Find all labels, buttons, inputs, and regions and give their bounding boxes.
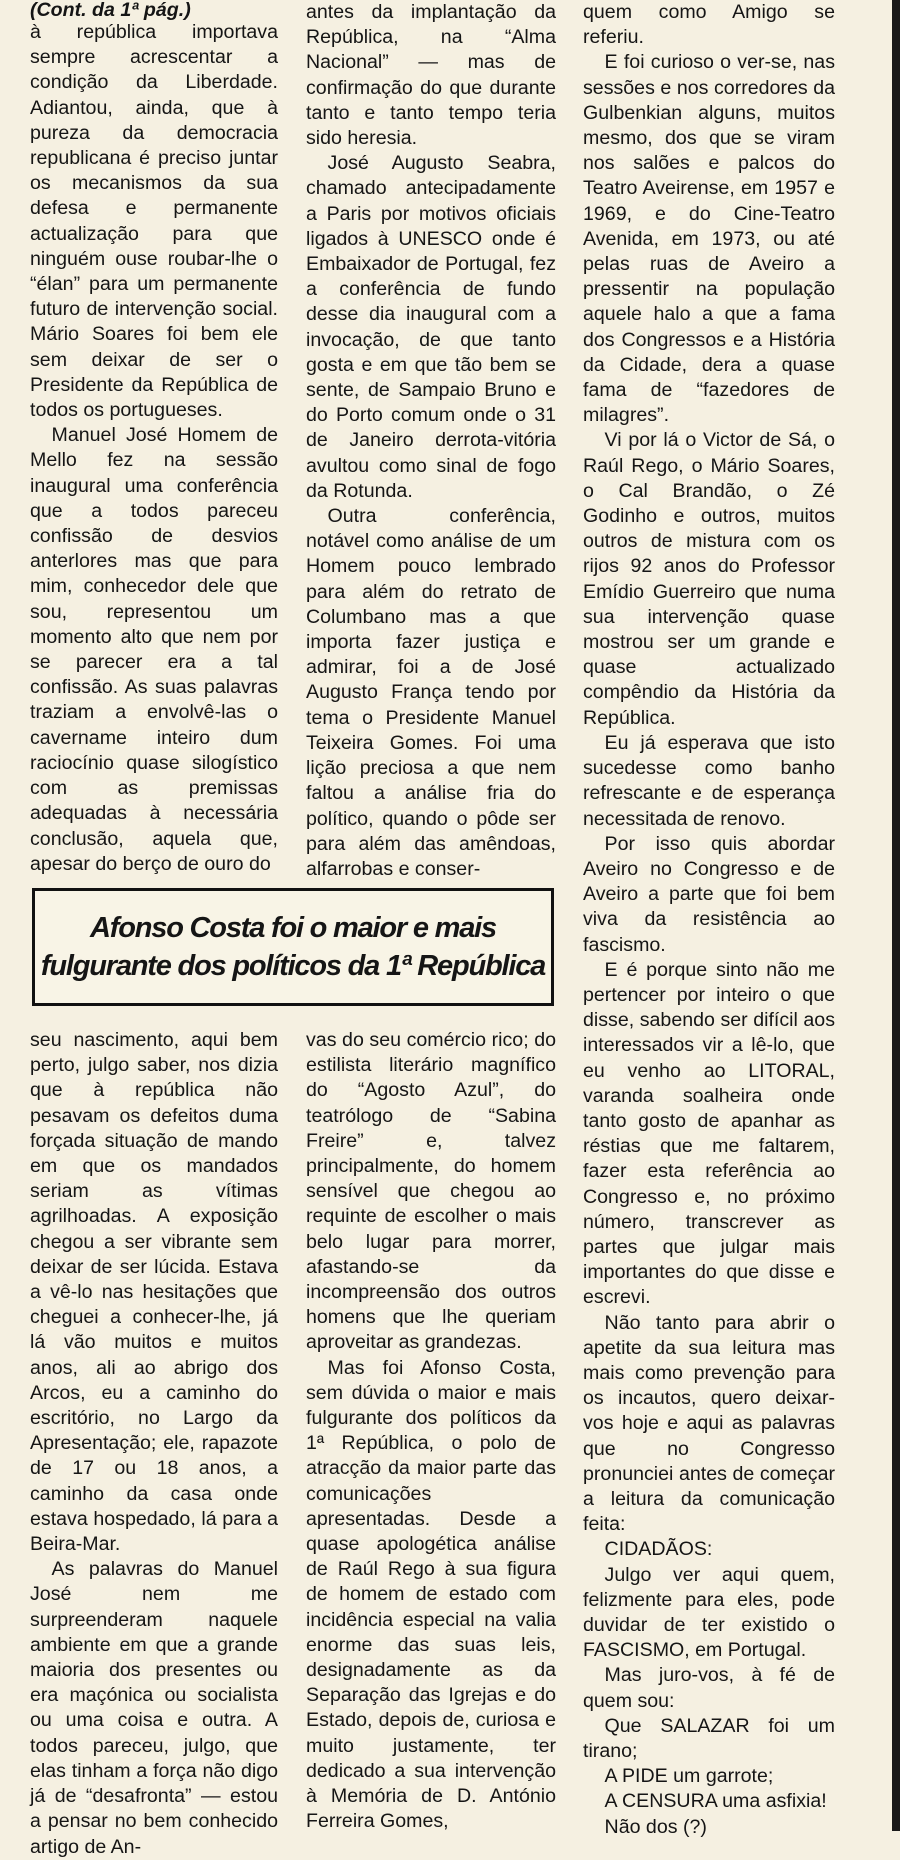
paragraph: antes da implantação da República, na “Alma Nacional” — mas de confirmação do que durante tanto e tanto tempo teria sido heresia. bbox=[306, 1, 556, 150]
paragraph: Que SALAZAR foi um tirano; bbox=[583, 1714, 835, 1763]
column-1-bottom bbox=[30, 1028, 278, 1860]
paragraph: E foi curioso o ver-se, nas sessões e nos corredores da Gulbenkian alguns, muitos mesmo, dos que se viram nos salões e palcos do Teatro Aveirense, em 1957 e 1969, e do Cine-Teatro Avenida, em 1973, ou até pelas ruas de Aveiro a pressentir na população aquele halo a que a fama dos Congressos e a História da Cidade, dera a quase fama de “fazedores de milagres”. bbox=[583, 51, 835, 427]
column-1-top bbox=[30, 0, 278, 877]
page-right-edge bbox=[892, 0, 900, 1831]
paragraph: Julgo ver aqui quem, felizmente para eles, pode duvidar de ter existido o FASCISMO, em Portugal. bbox=[583, 1563, 835, 1662]
paragraph: As palavras do Manuel José nem me surpreenderam naquele ambiente em que a grande maioria dos presentes ou era maçónica ou socialista ou uma coisa e outra. A todos pareceu, julgo, que elas tinham a força não digo já de “desafronta” — estou a pensar no bem conhecido artigo de An- bbox=[30, 1558, 278, 1858]
headline-box bbox=[32, 888, 554, 1006]
headline-line-2: fulgurante dos políticos da 1ª República bbox=[40, 950, 546, 982]
cidadaos-heading: CIDADÃOS: bbox=[604, 1538, 713, 1561]
continuation-note: (Cont. da 1ª pág.) bbox=[30, 0, 191, 21]
paragraph: Mas foi Afonso Costa, sem dúvida o maior e mais fulgurante dos políticos da 1ª República, o polo de atracção da maior parte das comunicações apresentadas. Desde a quase apologética análise de Raúl Rego à sua figura de homem de estado com incidência especial na valia enorme das suas leis, designadamente as da Separação das Igrejas e do Estado, depois de, curiosa e muito justamente, ter dedicado a sua intervenção à Memória de D. António Ferreira Gomes, bbox=[306, 1356, 556, 1833]
paragraph: José Augusto Seabra, chamado antecipadamente a Paris por motivos oficiais ligados à UNESCO onde é Embaixador de Portugal, fez a conferência de fundo desse dia inaugural com a invocação, de que tanto gosta e em que tão bem se sente, de Sampaio Bruno e do Porto comum onde o 31 de Janeiro derrota-vitória avultou como sinal de fogo da Rotunda. bbox=[306, 152, 556, 502]
column-2-bottom bbox=[306, 1028, 556, 1835]
paragraph: quem como Amigo se referiu. bbox=[583, 1, 835, 49]
paragraph: Vi por lá o Victor de Sá, o Raúl Rego, o Mário Soares, o Cal Brandão, o Zé Godinho e outros, muitos outros de mistura com os rijos 92 anos do Professor Emídio Guerreiro que numa sua intervenção quase mostrou ser um grande e quase actualizado compêndio da História da República. bbox=[583, 429, 835, 729]
paragraph: Por isso quis abordar Aveiro no Congresso e de Aveiro a parte que foi bem viva da resistência ao fascismo. bbox=[583, 832, 835, 956]
paragraph: A CENSURA uma asfixia! bbox=[604, 1790, 827, 1813]
paragraph: à república importava sempre acrescentar a condição da Liberdade. Adiantou, ainda, que à pureza da democracia republicana é preciso juntar os mecanismos da sua defesa e permanente actualização para que ninguém ouse roubar-lhe o “élan” para um permanente futuro de intervenção social. Mário Soares foi bem ele sem deixar de ser o Presidente da República de todos os portugueses. bbox=[30, 21, 278, 422]
paragraph: A PIDE um garrote; bbox=[604, 1765, 774, 1788]
cut-off-line: Não dos (?) bbox=[604, 1815, 707, 1838]
paragraph: Manuel José Homem de Mello fez na sessão inaugural uma conferência que a todos pareceu confissão de desvios anterlores mas que para mim, conhecedor dele que sou, representou um momento alto que nem por se parecer era a tal confissão. As suas palavras traziam a envolvê-las o cavername inteiro dum raciocínio quase silogístico com as premissas adequadas à necessária conclusão, aquela que, apesar do berço de ouro do bbox=[30, 424, 278, 875]
column-3 bbox=[583, 0, 835, 1840]
paragraph: Mas juro-vos, à fé de quem sou: bbox=[583, 1664, 835, 1712]
headline-line-1: Afonso Costa foi o maior e mais bbox=[90, 912, 496, 944]
paragraph: vas do seu comércio rico; do estilista literário magnífico do “Agosto Azul”, do teatrólogo de “Sabina Freire” e, talvez principalmente, do homem sensível que chegou ao requinte de escolher o mais belo lugar para morrer, afastando-se da incompreensão dos outros homens que lhe queriam aproveitar as grandezas. bbox=[306, 1029, 556, 1354]
paragraph: Outra conferência, notável como análise de um Homem pouco lembrado para além do retrato de Columbano mas a que importa fazer justiça e admirar, foi a de José Augusto França tendo por tema o Presidente Manuel Teixeira Gomes. Foi uma lição preciosa a que nem faltou a análise fria do político, quando o pôde ser para além das amêndoas, alfarrobas e conser- bbox=[306, 505, 556, 880]
paragraph: Eu já esperava que isto sucedesse como banho refrescante e de esperança necessitada de renovo. bbox=[583, 731, 835, 830]
paragraph: Não tanto para abrir o apetite da sua leitura mas mais como prevenção para os incautos, quero deixar-vos hoje e aqui as palavras que no Congresso pronunciei antes de começar a leitura da comunicação feita: bbox=[583, 1311, 835, 1536]
paragraph: seu nascimento, aqui bem perto, julgo saber, nos dizia que à república não pesavam os defeitos duma forçada situação de mando em que os mandados seriam as vítimas agrilhoadas. A exposição chegou a ser vibrante sem deixar de ser lúcida. Estava a vê-lo nas hesitações que cheguei a conhecer-lhe, já lá vão muitos e muitos anos, ali ao abrigo dos Arcos, eu a caminho do escritório, no Largo da Apresentação; ele, rapazote de 17 ou 18 anos, a caminho da casa onde estava hospedado, lá para a Beira-Mar. bbox=[30, 1029, 278, 1556]
column-2-top bbox=[306, 0, 556, 882]
paragraph: E é porque sinto não me pertencer por inteiro o que disse, sabendo ser difícil aos interessados vir a lê-lo, que eu venho ao LITORAL, varanda soalheira onde tanto gosto de apanhar as réstias que me faltarem, fazer esta referência ao Congresso e, no próximo número, transcrever as partes que julgar mais importantes do que disse e escrevi. bbox=[583, 958, 835, 1309]
